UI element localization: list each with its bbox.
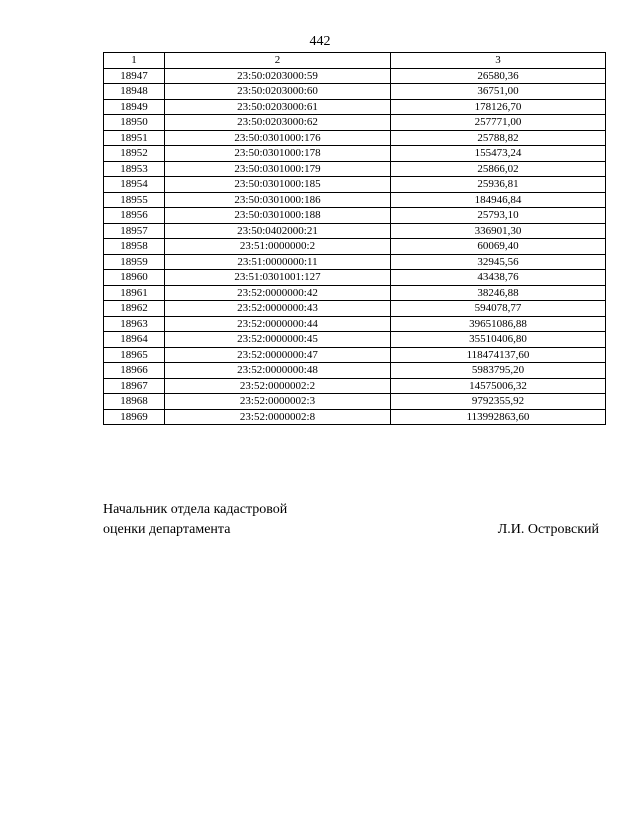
column-header-1: 1 (104, 53, 165, 69)
cadastral-value-cell: 118474137,60 (391, 347, 606, 363)
row-number-cell: 18951 (104, 130, 165, 146)
row-number-cell: 18968 (104, 394, 165, 410)
row-number-cell: 18956 (104, 208, 165, 224)
cadastral-value-cell: 60069,40 (391, 239, 606, 255)
cadastral-value-cell: 184946,84 (391, 192, 606, 208)
row-number-cell: 18953 (104, 161, 165, 177)
cadastral-number-cell: 23:50:0301000:186 (165, 192, 391, 208)
row-number-cell: 18964 (104, 332, 165, 348)
table-row (104, 223, 606, 239)
table-row (104, 394, 606, 410)
row-number-cell: 18966 (104, 363, 165, 379)
table-row (104, 332, 606, 348)
row-number-cell: 18954 (104, 177, 165, 193)
table-row (104, 115, 606, 131)
row-number-cell: 18957 (104, 223, 165, 239)
cadastral-value-cell: 32945,56 (391, 254, 606, 270)
table-row (104, 177, 606, 193)
row-number-cell: 18949 (104, 99, 165, 115)
signature-block (103, 500, 605, 540)
table-row (104, 347, 606, 363)
cadastral-number-cell: 23:52:0000002:3 (165, 394, 391, 410)
table-row (104, 301, 606, 317)
cadastral-value-cell: 5983795,20 (391, 363, 606, 379)
cadastral-value-cell: 25936,81 (391, 177, 606, 193)
cadastral-number-cell: 23:52:0000000:45 (165, 332, 391, 348)
cadastral-number-cell: 23:50:0301000:185 (165, 177, 391, 193)
cadastral-value-cell: 38246,88 (391, 285, 606, 301)
cadastral-number-cell: 23:50:0301000:178 (165, 146, 391, 162)
table-header-row (104, 53, 606, 69)
signatory-title-line-2: оценки департамента (103, 522, 231, 537)
cadastral-value-cell: 43438,76 (391, 270, 606, 286)
table-row (104, 161, 606, 177)
cadastral-number-cell: 23:50:0203000:59 (165, 68, 391, 84)
row-number-cell: 18967 (104, 378, 165, 394)
cadastral-value-table (103, 52, 606, 425)
cadastral-value-cell: 257771,00 (391, 115, 606, 131)
cadastral-number-cell: 23:50:0301000:179 (165, 161, 391, 177)
cadastral-value-cell: 25793,10 (391, 208, 606, 224)
cadastral-number-cell: 23:52:0000002:8 (165, 409, 391, 425)
row-number-cell: 18960 (104, 270, 165, 286)
cadastral-number-cell: 23:50:0203000:61 (165, 99, 391, 115)
table-row (104, 409, 606, 425)
row-number-cell: 18955 (104, 192, 165, 208)
cadastral-number-cell: 23:52:0000000:44 (165, 316, 391, 332)
cadastral-number-cell: 23:50:0301000:176 (165, 130, 391, 146)
cadastral-number-cell: 23:52:0000000:48 (165, 363, 391, 379)
table-row (104, 84, 606, 100)
table-row (104, 192, 606, 208)
row-number-cell: 18948 (104, 84, 165, 100)
table-row (104, 316, 606, 332)
cadastral-number-cell: 23:52:0000002:2 (165, 378, 391, 394)
row-number-cell: 18969 (104, 409, 165, 425)
cadastral-value-cell: 113992863,60 (391, 409, 606, 425)
cadastral-value-cell: 9792355,92 (391, 394, 606, 410)
table-row (104, 254, 606, 270)
cadastral-number-cell: 23:50:0203000:60 (165, 84, 391, 100)
table-row (104, 378, 606, 394)
row-number-cell: 18959 (104, 254, 165, 270)
cadastral-number-cell: 23:52:0000000:43 (165, 301, 391, 317)
table-row (104, 285, 606, 301)
column-header-3: 3 (391, 53, 606, 69)
table-row (104, 208, 606, 224)
cadastral-number-cell: 23:50:0203000:62 (165, 115, 391, 131)
cadastral-value-cell: 336901,30 (391, 223, 606, 239)
cadastral-number-cell: 23:51:0000000:11 (165, 254, 391, 270)
cadastral-value-cell: 25788,82 (391, 130, 606, 146)
cadastral-number-cell: 23:50:0301000:188 (165, 208, 391, 224)
cadastral-number-cell: 23:51:0000000:2 (165, 239, 391, 255)
table-row (104, 363, 606, 379)
cadastral-value-cell: 594078,77 (391, 301, 606, 317)
cadastral-value-cell: 25866,02 (391, 161, 606, 177)
cadastral-value-cell: 39651086,88 (391, 316, 606, 332)
cadastral-value-cell: 26580,36 (391, 68, 606, 84)
cadastral-number-cell: 23:51:0301001:127 (165, 270, 391, 286)
table-row (104, 270, 606, 286)
signatory-title-line-1: Начальник отдела кадастровой (103, 502, 288, 517)
cadastral-value-cell: 178126,70 (391, 99, 606, 115)
table-row (104, 146, 606, 162)
row-number-cell: 18947 (104, 68, 165, 84)
table-row (104, 99, 606, 115)
cadastral-number-cell: 23:50:0402000:21 (165, 223, 391, 239)
cadastral-value-cell: 14575006,32 (391, 378, 606, 394)
row-number-cell: 18961 (104, 285, 165, 301)
signatory-name: Л.И. Островский (497, 522, 599, 537)
column-header-2: 2 (165, 53, 391, 69)
row-number-cell: 18952 (104, 146, 165, 162)
cadastral-number-cell: 23:52:0000000:47 (165, 347, 391, 363)
table-row (104, 68, 606, 84)
row-number-cell: 18958 (104, 239, 165, 255)
page-number: 442 (309, 34, 331, 49)
table-row (104, 130, 606, 146)
row-number-cell: 18962 (104, 301, 165, 317)
cadastral-value-cell: 36751,00 (391, 84, 606, 100)
table-body (104, 68, 606, 425)
table-row (104, 239, 606, 255)
cadastral-value-cell: 155473,24 (391, 146, 606, 162)
cadastral-value-cell: 35510406,80 (391, 332, 606, 348)
row-number-cell: 18950 (104, 115, 165, 131)
cadastral-number-cell: 23:52:0000000:42 (165, 285, 391, 301)
row-number-cell: 18963 (104, 316, 165, 332)
row-number-cell: 18965 (104, 347, 165, 363)
